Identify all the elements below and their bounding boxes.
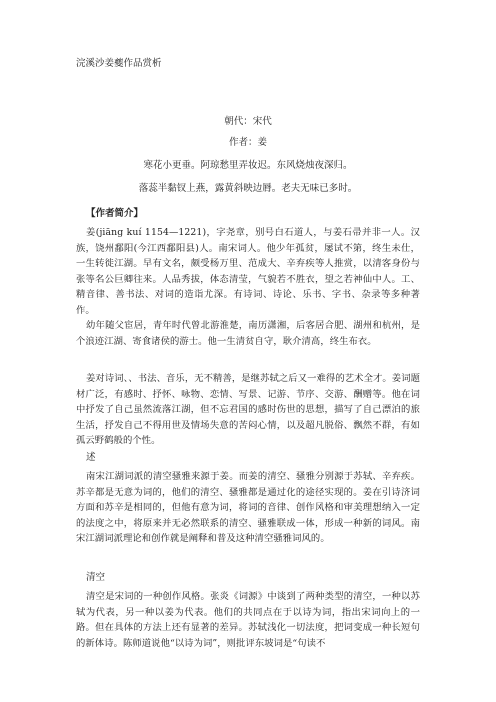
author-intro-paragraph-2: 幼年随父宦居，青年时代曾北游淮楚，南历潇湘，后客居合肥、湖州和杭州，是个浪迹江湖、寄食诸侯的游士。他一生清贫自守，耿介清高，终生布衣。 <box>76 320 420 347</box>
qingkong-heading: 清空 <box>86 572 106 583</box>
review-paragraph: 南宋江湖词派的清空骚雅来源于姜。而姜的清空、骚雅分别源于苏轼、辛弃疾。苏辛都是无意为词的，他们的清空、骚雅都是通过化的途径实现的。姜在引诗济词方面和苏辛是相同的，但他有意为词，将词的音律、创作风格和审美理想纳入一定的法度之中，将原来并无必然联系的清空、骚雅联成一体，形成一种新的词风。南宋江湖词派理论和创作就是阐释和普及这种清空骚雅词风的。 <box>76 471 420 544</box>
qingkong-paragraph: 清空是宋词的一种创作风格。张炎《词源》中谈到了两种类型的清空，一种以苏轼为代表，另一种以姜为代表。他们的共同点在于以诗为词，指出宋词向上的一路。但在具体的方法上还有显著的差异。苏轼浅化一切法度，把词变成一种长短句的新体诗。陈师道说他“以诗为词”，则批评东坡词是“句读不 <box>76 591 420 649</box>
author-intro-heading: 【作者简介】 <box>86 208 144 219</box>
poem-line-2: 落蕊半黏钗上燕，露黄斜映边脣。老夫无味已多时。 <box>138 183 358 194</box>
document-title: 浣溪沙姜夔作品赏析 <box>76 58 162 69</box>
author-intro-paragraph-3: 姜对诗词、、书法、音乐，无不精善，是继苏轼之后又一难得的艺术全才。姜词题材广泛，有感时、抒怀、咏物、恋情、写景、记游、节序、交游、酬赠等。他在词中抒发了自己虽然流落江湖，但不忘君国的感时伤世的思想，描写了自己漂泊的旅生活，抒发自己不得用世及情场失意的苦闷心情，以及超凡脱俗、飘然不群，有如孤云野鹤般的个性。 <box>76 373 420 446</box>
poem-dynasty: 朝代：宋代 <box>224 116 272 127</box>
poem-line-1: 寒花小更垂。阿琼愁里弄妆迟。东风烧烛夜深归。 <box>143 160 353 171</box>
review-heading: 述 <box>86 452 96 463</box>
poem-author: 作者：姜 <box>228 137 267 148</box>
author-intro-paragraph-1: 姜(jiāng kuí 1154—1221)，字尧章，别号白石道人，与姜石帚并非一人。汉族，饶州鄱阳(今江西鄱阳县)人。南宋词人。他少年孤贫，屡试不第，终生未仕，一生转徙江湖。早有文名，颇受杨万里、范成大、辛弃疾等人推赏，以清客身份与张等名公巨卿往来。人品秀拔，体态清莹，气貌若不胜衣，望之若神仙中人。工、精音律、善书法、对词的造诣尤深。有诗词、诗论、乐书、字书、杂录等多种著作。 <box>76 227 420 316</box>
